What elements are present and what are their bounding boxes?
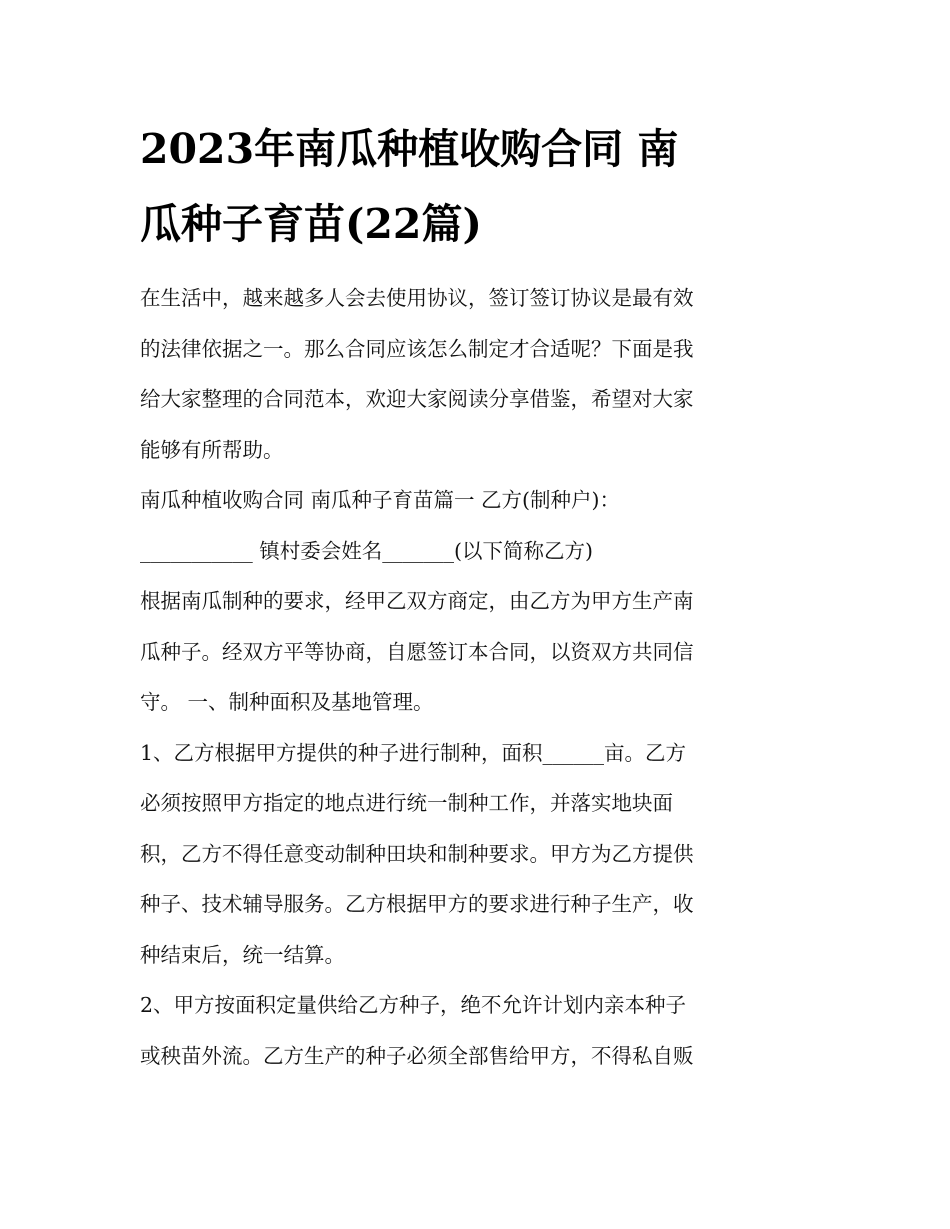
- text-line: 瓜种子。经双方平等协商，自愿签订本合同，以资双方共同信: [140, 639, 694, 664]
- text-line: 或秧苗外流。乙方生产的种子必须全部售给甲方，不得私自贩: [140, 1043, 694, 1068]
- text-line: 能够有所帮助。: [140, 437, 284, 462]
- title-line: 瓜种子育苗(22篇): [140, 200, 482, 248]
- document-title: [140, 112, 820, 262]
- text-line: 的法律依据之一。那么合同应该怎么制定才合适呢？下面是我: [140, 336, 694, 361]
- text-line: 1、乙方根据甲方提供的种子进行制种，面积______亩。乙方: [140, 740, 687, 765]
- text-line: 南瓜种植收购合同 南瓜种子育苗篇一 乙方(制种户)：: [140, 488, 621, 512]
- text-line: 种结束后，统一结算。: [140, 942, 345, 967]
- text-line: 积，乙方不得任意变动制种田块和制种要求。甲方为乙方提供: [140, 841, 694, 866]
- title-line: 2023年南瓜种植收购合同 南: [140, 125, 679, 173]
- paragraph-parties: [140, 475, 820, 576]
- text-line: 根据南瓜制种的要求，经甲乙双方商定，由乙方为甲方生产南: [140, 589, 694, 613]
- text-line: 2、甲方按面积定量供给乙方种子，绝不允许计划内亲本种子: [140, 993, 687, 1017]
- document-page: [140, 112, 820, 1081]
- paragraph-clause-1: [140, 728, 820, 981]
- text-line: 在生活中，越来越多人会去使用协议，签订签订协议是最有效: [140, 286, 694, 310]
- text-line: ___________ 镇村委会姓名_______(以下简称乙方): [140, 538, 594, 563]
- paragraph-clause-2: [140, 980, 820, 1081]
- paragraph-preamble: [140, 576, 820, 728]
- document-body: [140, 273, 820, 1081]
- paragraph-intro: [140, 273, 820, 475]
- text-line: 给大家整理的合同范本，欢迎大家阅读分享借鉴，希望对大家: [140, 387, 694, 411]
- text-line: 必须按照甲方指定的地点进行统一制种工作，并落实地块面: [140, 791, 673, 815]
- text-line: 种子、技术辅导服务。乙方根据甲方的要求进行种子生产，收: [140, 892, 694, 916]
- text-line: 守。 一、制种面积及基地管理。: [140, 690, 434, 714]
